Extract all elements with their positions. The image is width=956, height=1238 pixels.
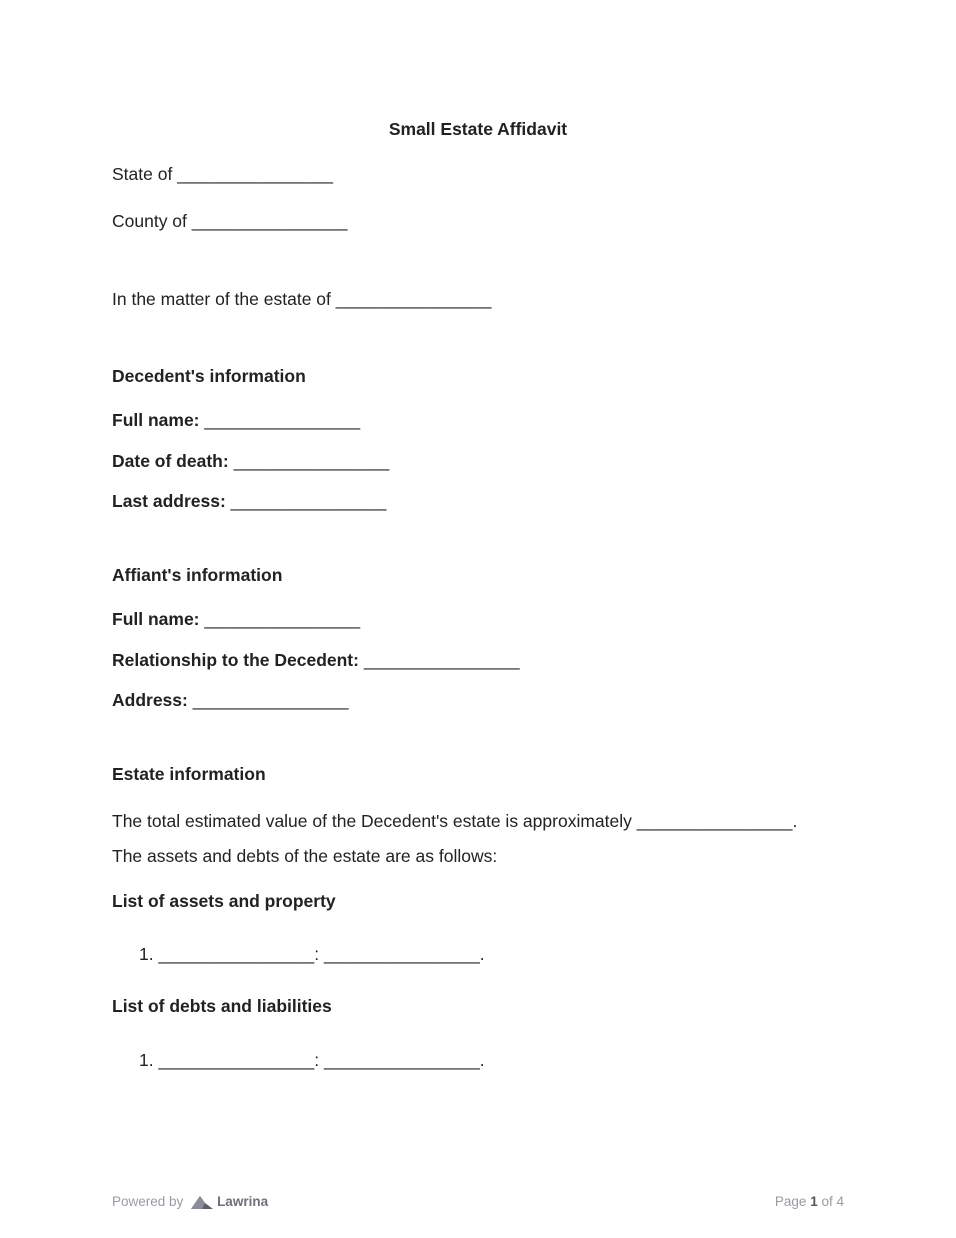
blank-field: ________________ [233,451,390,471]
blank-field: ________________ [636,811,793,831]
county-label: County of [112,211,187,231]
page-indicator [775,1194,844,1210]
page-total: of 4 [821,1194,844,1209]
affiant-address [112,690,348,710]
page-current: 1 [810,1194,818,1209]
blank-field: ________________ [158,1050,315,1070]
assets-list-item: 1. ________________: ________________. [139,944,485,964]
brand-name: Lawrina [217,1194,269,1210]
blank-field: ________________ [177,164,333,184]
label: Full name: [112,609,200,629]
item-number: 1. [139,944,154,964]
affiant-relationship [112,650,520,670]
blank-field: ________________ [323,944,480,964]
page-label: Page [774,1194,807,1209]
powered-by-label: Powered by [112,1194,184,1209]
item-number: 1. [139,1050,154,1070]
blank-field: ________________ [158,944,315,964]
decedent-last-address [112,491,386,511]
assets-heading: List of assets and property [112,891,336,911]
label: Date of death: [112,451,229,471]
state-line [112,164,333,184]
document-title: Small Estate Affidavit [388,119,568,139]
blank-field: ________________ [204,609,361,629]
affiant-heading: Affiant's information [112,565,283,585]
decedent-full-name [112,410,360,430]
blank-field: ________________ [192,690,349,710]
label: Last address: [112,491,226,511]
blank-field: ________________ [204,410,361,430]
blank-field: ________________ [191,211,348,231]
blank-field: ________________ [230,491,387,511]
debts-heading: List of debts and liabilities [112,996,332,1016]
decedent-heading: Decedent's information [112,366,306,386]
label: Address: [112,690,188,710]
blank-field: ________________ [323,1050,480,1070]
blank-field: ________________ [335,289,492,309]
assets-debts-intro: The assets and debts of the estate are as follows: [112,846,498,866]
label: Relationship to the Decedent: [112,650,359,670]
blank-field: ________________ [363,650,520,670]
lawrina-logo [191,1194,268,1210]
estate-value-line: The total estimated value of the Decedent's estate is approximately ________________. [112,811,798,831]
affiant-full-name [112,609,360,629]
state-label: State of [112,164,173,184]
debts-list-item: 1. ________________: ________________. [139,1050,485,1070]
label: Full name: [112,410,200,430]
powered-by [112,1194,268,1210]
decedent-date-of-death [112,451,389,471]
value-text: The total estimated value of the Decedent's estate is approximately [112,811,632,831]
matter-line [112,289,492,309]
mountain-logo-icon [191,1195,213,1209]
county-line [112,211,348,231]
estate-heading: Estate information [112,764,266,784]
matter-label: In the matter of the estate of [112,289,331,309]
